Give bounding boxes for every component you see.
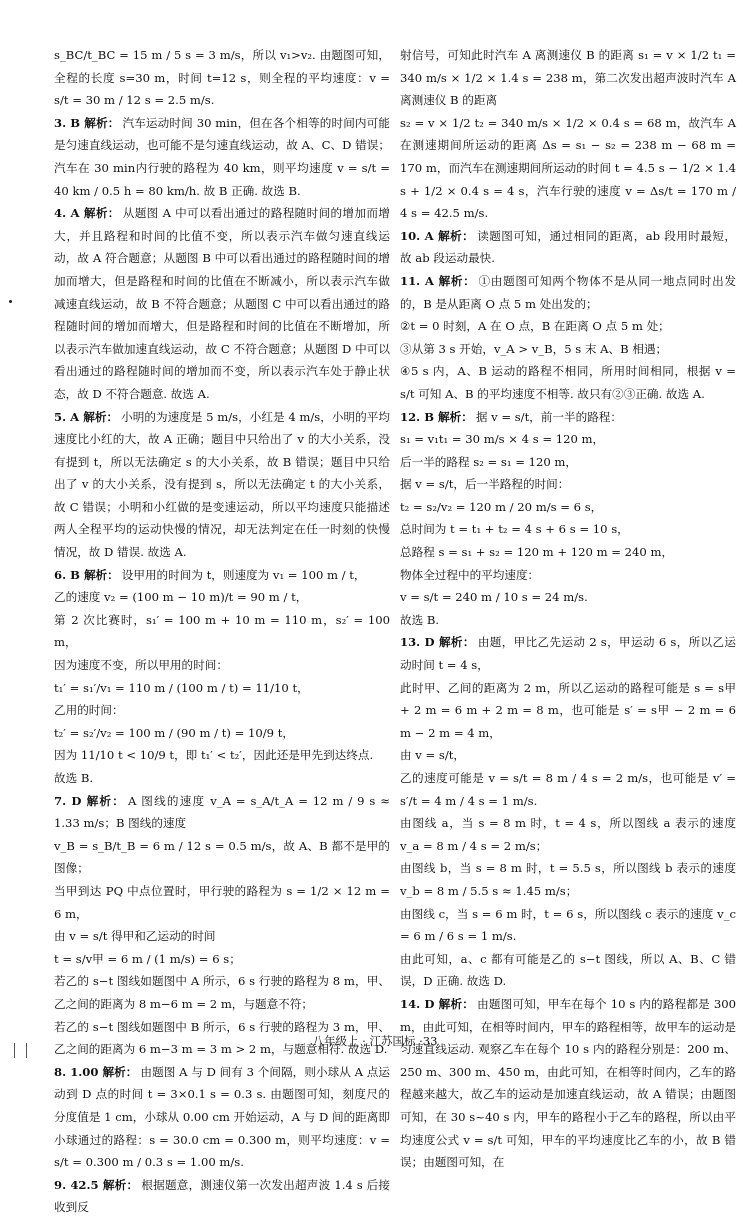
paragraph-text: A 图线的速度 v_A = s_A/t_A = 12 m / 9 s ≈ 1.33 m/s；B 图线的速度 [54,793,390,831]
solution-paragraph [54,925,390,948]
paragraph-text: 射信号，可知此时汽车 A 离测速仪 B 的距离 s₁ = v × 1/2 t₁ = 340 m/s × 1/2 × 1.4 s = 238 m，第二次发出超声波时汽车 A 离测速仪 B 的距离 [400,48,736,108]
analysis-tag: 解析： [83,206,120,221]
page-footer: 八年级上 · 江苏国标 ·33 [312,1034,438,1048]
analysis-tag: 解析： [102,1064,138,1079]
solution-paragraph [400,44,736,112]
question-number: 14. D [400,996,435,1011]
solution-paragraph [54,948,390,971]
solution-paragraph [54,406,390,564]
solution-paragraph [400,744,736,767]
solution-paragraph [54,1061,390,1174]
solution-paragraph [54,767,390,790]
paragraph-text: t = s/v甲 = 6 m / (1 m/s) = 6 s； [54,951,241,966]
paragraph-text: 物体全过程中的平均速度： [400,567,540,582]
paragraph-text: 由图线 b，当 s = 8 m 时，t = 5.5 s，所以图线 b 表示的速度 v_b = 8 m / 5.5 s ≈ 1.45 m/s； [400,861,736,898]
paragraph-text: 因为 11/10 t < 10/9 t，即 t₁′ < t₂′，因此还是甲先到达终点. [54,748,374,763]
analysis-tag: 解析： [437,273,476,288]
paragraph-text: t₂ = s₂/v₂ = 120 m / 20 m/s = 6 s， [400,499,603,514]
right-column [400,44,736,1174]
paragraph-text: 据 v = s/t，前一半的路程： [475,409,622,424]
paragraph-text: 由图线 a，当 s = 8 m 时，t = 4 s，所以图线 a 表示的速度 v_a = 8 m / 4 s = 2 m/s； [400,816,736,853]
paragraph-text: 乙的速度可能是 v = s/t = 8 m / 4 s = 2 m/s，也可能是 v′ = s′/t = 4 m / 4 s = 1 m/s. [400,771,736,808]
solution-paragraph [400,586,736,609]
paragraph-text: 由 v = s/t， [400,748,466,763]
solution-paragraph [54,586,390,609]
solution-paragraph [400,406,736,429]
solution-paragraph [400,451,736,474]
solution-paragraph [400,428,736,451]
crop-mark [26,1043,27,1058]
solution-paragraph [54,44,390,112]
paragraph-text: 乙用的时间： [54,703,124,718]
question-number: 6. B [54,567,80,582]
paragraph-text: 由题图可知，甲车在每个 10 s 内的路程都是 300 m，由此可知，在相等时间内，甲车的路程相等，故甲车的运动是匀速直线运动. 观察乙车在每个 10 s 内的路程分别是：200 m、250 m、300 m、450 m，由此可知，在相等时间内，乙车的路程越来越大，故乙车的运动是加速直线运动，故 A 错误；由题图可知，在 30 s~40 s 内，甲车的路程小于乙车的路程，所以由平均速度公式 v = s/t 可知，甲车的平均速度比乙车的小，故 B 错误；由题图可知，在 [400,996,736,1170]
paragraph-text: 当甲到达 PQ 中点位置时，甲行驶的路程为 s = 1/2 × 12 m = 6 m， [54,883,390,921]
question-number: 8. 1.00 [54,1064,99,1079]
solution-paragraph [54,609,390,654]
analysis-tag: 解析： [85,793,126,808]
margin-dot [9,300,12,303]
analysis-tag: 解析： [437,228,475,243]
paragraph-text: 小明的为速度是 5 m/s，小红是 4 m/s，小明的平均速度比小红的大，故 A 正确；题目中只给出了 v 的大小关系，没有提到 t，所以无法确定 s 的大小关系，故 B 错误；题目中只给出了 v 的大小关系，没有提到 s，所以无法确定 t 的大小关系，故 C 错误；小明和小红做的是变速运动，所以平均速度只能描述两人全程平均的运动快慢的情况，却无法判定在任一时刻的快慢情况，故 D 错误. 故选 A. [54,409,390,560]
solution-paragraph [54,790,390,835]
solution-paragraph [54,744,390,767]
solution-paragraph [54,880,390,925]
solution-paragraph [400,812,736,857]
question-number: 13. D [400,635,435,650]
question-number: 12. B [400,409,435,424]
solution-paragraph [54,970,390,1015]
paragraph-text: 总路程 s = s₁ + s₂ = 120 m + 120 m = 240 m， [400,545,674,560]
paragraph-text: 由题图 A 与 D 间有 3 个间隔，则小球从 A 点运动到 D 点的时间 t = 3×0.1 s = 0.3 s. 由题图可知，刻度尺的分度值是 1 cm，小球从 0.00 cm 开始运动，A 与 D 间的距离即小球通过的路程：s = 30.0 cm = 0.300 m，则平均速度：v = s/t = 0.300 m / 0.3 s = 1.00 m/s. [54,1064,390,1170]
paragraph-text: ④5 s 内，A、B 运动的路程不相同，所用时间相同，根据 v = s/t 可知 A、B 的平均速度不相等. 故只有②③正确. 故选 A. [400,364,736,401]
paragraph-text: 由图线 c，当 s = 6 m 时，t = 6 s，所以图线 c 表示的速度 v_c = 6 m / 6 s = 1 m/s. [400,906,736,944]
paragraph-text: s₂ = v × 1/2 t₂ = 340 m/s × 1/2 × 0.4 s = 68 m，故汽车 A 在测速期间所运动的距离 Δs = s₁ − s₂ = 238 m − 68 m = 170 m，而汽车在测速期间所运动的时间 t = 4.5 s − 1/2 × 1.4 s + 1/2 × 0.4 s = 4 s，汽车行驶的速度 v = Δs/t = 170 m / 4 s = 42.5 m/s. [400,115,736,221]
paragraph-text: 后一半的路程 s₂ = s₁ = 120 m， [400,454,578,469]
solution-paragraph [54,564,390,587]
question-number: 4. A [54,206,80,221]
paragraph-text: 由题，甲比乙先运动 2 s，甲运动 6 s，所以乙运动时间 t = 4 s， [400,635,736,673]
solution-paragraph [400,993,736,1174]
solution-paragraph [400,270,736,315]
paragraph-text: ②t = 0 时刻，A 在 O 点，B 在距离 O 点 5 m 处； [400,319,670,334]
solution-paragraph [400,903,736,948]
question-number: 10. A [400,228,434,243]
solution-paragraph [400,677,736,745]
analysis-tag: 解析： [438,635,475,650]
solution-paragraph [400,518,736,541]
crop-mark [14,1043,15,1058]
solution-paragraph [400,541,736,564]
paragraph-text: 总时间为 t = t₁ + t₂ = 4 s + 6 s = 10 s， [400,522,629,537]
paragraph-text: 设甲用的时间为 t，则速度为 v₁ = 100 m / t， [121,567,366,582]
paragraph-text: 故选 B. [400,612,440,627]
analysis-tag: 解析： [83,567,119,582]
analysis-tag: 解析： [438,409,473,424]
solution-paragraph [400,496,736,519]
paragraph-text: 从题图 A 中可以看出通过的路程随时间的增加而增大，并且路程和时间的比值不变，所以表示汽车做匀速直线运动，故 A 符合题意；从题图 B 中可以看出通过的路程随时间的增加而增大，但是路程和时间的比值在不断减小，所以表示汽车做减速直线运动，故 B 不符合题意；从题图 C 中可以看出通过的路程随时间的增加而增大，但是路程和时间的比值在不断增加，所以表示汽车做加速直线运动，故 C 不符合题意；从题图 D 中可以看出通过的路程随时间的增加而不变，所以表示汽车处于静止状态，故 D 不符合题意. 故选 A. [54,206,390,401]
paragraph-text: ①由题图可知两个物体不是从同一地点同时出发的，B 是从距离 O 点 5 m 处出发的； [400,273,736,311]
paragraph-text: t₂′ = s₂′/v₂ = 100 m / (90 m / t) = 10/9 t， [54,725,294,740]
paragraph-text: 汽车运动时间 30 min，但在各个相等的时间内可能是匀速直线运动，也可能不是匀速直线运动，故 A、C、D 错误；汽车在 30 min内行驶的路程为 40 km，则平均速度 v = s/t = 40 km / 0.5 h = 80 km/h. 故 B 正确. 故选 B. [54,115,390,198]
solution-paragraph [54,722,390,745]
question-number: 7. D [54,793,82,808]
paragraph-text: 若乙的 s−t 图线如题图中 A 所示，6 s 行驶的路程为 8 m，甲、乙之间的距离为 8 m−6 m = 2 m，与题意不符； [54,974,390,1011]
solution-paragraph [400,631,736,676]
solution-paragraph [54,1174,390,1219]
solution-paragraph [400,473,736,496]
paragraph-text: 由 v = s/t 得甲和乙运动的时间 [54,929,216,944]
paragraph-text: 根据题意，测速仪第一次发出超声波 1.4 s 后接收到反 [54,1177,390,1215]
paragraph-text: s₁ = v₁t₁ = 30 m/s × 4 s = 120 m， [400,432,605,447]
paragraph-text: v = s/t = 240 m / 10 s = 24 m/s. [400,590,588,605]
solution-paragraph [54,112,390,202]
question-number: 9. 42.5 [54,1177,99,1192]
solution-paragraph [54,835,390,880]
solution-paragraph [54,677,390,700]
paragraph-text: 此时甲、乙间的距离为 2 m，所以乙运动的路程可能是 s = s甲 + 2 m = 6 m + 2 m = 8 m，也可能是 s′ = s甲 − 2 m = 6 m − 2 m = 4 m， [400,680,736,740]
paragraph-text: v_B = s_B/t_B = 6 m / 12 s = 0.5 m/s，故 A、B 都不是甲的图像； [54,838,390,876]
analysis-tag: 解析： [102,1177,139,1192]
question-number: 5. A [54,409,80,424]
solution-paragraph [400,338,736,361]
solution-paragraph [400,609,736,632]
solution-paragraph [400,315,736,338]
solution-paragraph [400,564,736,587]
solution-paragraph [400,225,736,270]
paragraph-text: 读题图可知，通过相同的距离，ab 段用时最短，故 ab 段运动最快. [400,228,736,266]
solution-paragraph [400,360,736,405]
analysis-tag: 解析： [83,409,119,424]
paragraph-text: 由此可知，a、c 都有可能是乙的 s−t 图线，所以 A、B、C 错误，D 正确. 故选 D. [400,951,736,989]
solution-paragraph [54,654,390,677]
paragraph-text: 若乙的 s−t 图线如题图中 B 所示，6 s 行驶的路程为 3 m，甲、乙之间的距离为 6 m−3 m = 3 m > 2 m，与题意相符. 故选 D. [54,1019,390,1057]
paragraph-text: ③从第 3 s 开始，v_A > v_B，5 s 末 A、B 相遇； [400,341,668,356]
paragraph-text: t₁′ = s₁′/v₁ = 110 m / (100 m / t) = 11/10 t， [54,680,309,695]
solution-paragraph [400,857,736,902]
solution-paragraph [400,112,736,225]
paragraph-text: 乙的速度 v₂ = (100 m − 10 m)/t = 90 m / t， [54,590,308,605]
paragraph-text: 据 v = s/t，后一半路程的时间： [400,477,570,492]
question-number: 11. A [400,273,434,288]
analysis-tag: 解析： [84,115,120,130]
solution-paragraph [54,202,390,405]
analysis-tag: 解析： [438,996,475,1011]
paragraph-text: 故选 B. [54,771,94,785]
solution-paragraph [400,948,736,993]
solution-paragraph [54,699,390,722]
solution-paragraph [400,767,736,812]
paragraph-text: 第 2 次比赛时，s₁′ = 100 m + 10 m = 110 m，s₂′ = 100 m， [54,612,390,650]
paragraph-text: s_BC/t_BC = 15 m / 5 s = 3 m/s，所以 v₁>v₂. 由题图可知，全程的长度 s=30 m，时间 t=12 s，则全程的平均速度：v = s/t = 30 m / 12 s = 2.5 m/s. [54,48,390,108]
paragraph-text: 因为速度不变，所以甲用的时间： [54,658,228,673]
question-number: 3. B [54,115,81,130]
